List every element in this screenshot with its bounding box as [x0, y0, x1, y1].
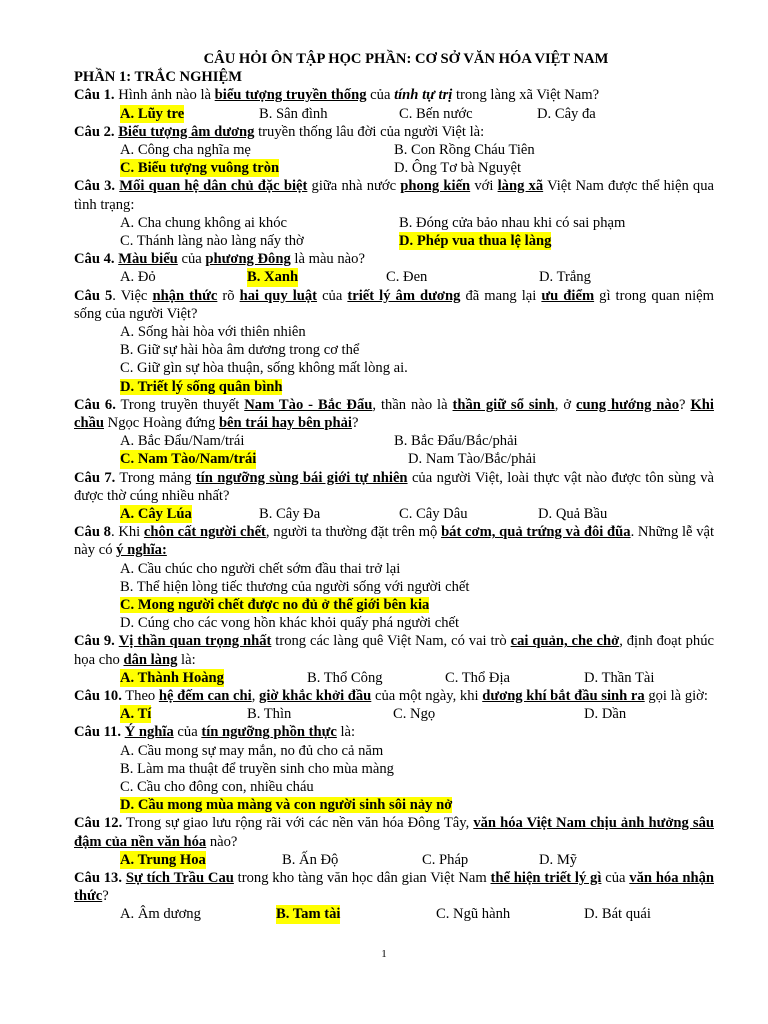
options-q3 [120, 214, 714, 232]
question-text: gọi là giờ: [644, 687, 708, 704]
answer-option: A. Trung Hoa [120, 851, 206, 868]
question-text: Trong sự giao lưu rộng rãi với các nền văn hóa Đông Tây, [122, 815, 474, 832]
question-8 [74, 523, 714, 559]
question-text: , ở [554, 396, 577, 413]
answer-option: A. Lũy tre [120, 105, 185, 122]
keyword: thần giữ sổ sinh [452, 396, 555, 413]
question-number: Câu 8 [74, 524, 111, 541]
option: A. Cầu chúc cho người chết sớm đầu thai trở lại [120, 560, 401, 577]
option: B. Thìn [247, 706, 292, 723]
options-q9 [120, 669, 714, 687]
question-text: Ngọc Hoàng đứng [104, 414, 219, 431]
question-text: Trong mảng [115, 469, 196, 486]
question-13 [74, 869, 714, 905]
options-q6-row2 [120, 450, 714, 468]
keyword: tính tự trị [394, 87, 453, 104]
option: C. Pháp [422, 851, 469, 868]
answer-option: D. Cầu mong mùa màng và con người sinh sôi nảy nở [120, 797, 453, 814]
question-text: rõ [217, 287, 240, 304]
question-text: của [317, 287, 348, 304]
keyword: Biểu tượng âm dương [118, 123, 255, 140]
question-number: Câu 4. [74, 251, 115, 268]
keyword: nhận thức [152, 287, 218, 304]
question-text: gì trong quan niệm sống của người Việt? [74, 287, 714, 322]
keyword: Ý nghĩa [124, 724, 174, 741]
question-4 [74, 250, 714, 268]
option: D. Ông Tơ bà Nguyệt [394, 160, 522, 177]
option: B. Con Rồng Cháu Tiên [394, 142, 535, 158]
keyword: dân làng [123, 651, 178, 668]
question-5 [74, 287, 714, 323]
options-q10 [120, 705, 714, 723]
question-text: Trong truyền thuyết [115, 396, 245, 413]
question-text: là màu nào? [290, 251, 365, 268]
question-text: ? [351, 414, 359, 431]
question-text: của [601, 869, 630, 886]
question-1 [74, 86, 714, 104]
question-text: truyền thống lâu đời của người Việt là: [254, 123, 485, 140]
option: D. Bát quái [584, 906, 651, 923]
question-6 [74, 396, 714, 432]
question-text: nào? [206, 833, 238, 850]
keyword: tín ngưỡng phồn thực [201, 724, 337, 741]
question-text: của [177, 251, 206, 268]
option: B. Bắc Đẩu/Bắc/phải [394, 433, 518, 450]
keyword: văn hóa nhận thức [74, 869, 714, 905]
options-q12 [120, 851, 714, 869]
options-q3-row2 [120, 232, 714, 250]
option: C. Đen [386, 269, 428, 286]
keyword: làng xã [497, 178, 544, 195]
keyword: ưu điểm [541, 287, 595, 304]
question-text: với [470, 178, 498, 195]
option: B. Giữ sự hài hòa âm dương trong cơ thể [120, 342, 360, 359]
question-number: Câu 6. [74, 396, 116, 413]
option: A. Cha chung không ai khóc [120, 214, 287, 231]
part-heading: PHẦN 1: TRẮC NGHIỆM [74, 69, 242, 86]
option: B. Làm ma thuật để truyền sinh cho mùa màng [120, 760, 394, 777]
options-q7 [120, 505, 714, 523]
question-number: Câu 5 [74, 287, 113, 304]
question-text: , người ta thường đặt trên mộ [265, 524, 442, 541]
question-text: của một ngày, khi [371, 687, 483, 704]
option: C. Thổ Địa [445, 669, 510, 686]
option-row [120, 796, 714, 814]
question-number: Câu 13. [74, 869, 123, 886]
options-q6 [120, 432, 714, 450]
question-number: Câu 12. [74, 815, 123, 832]
keyword: cai quản, che chở [510, 633, 620, 650]
answer-option: D. Triết lý sống quân bình [120, 378, 283, 395]
question-12 [74, 814, 714, 850]
keyword: biểu tượng truyền thống [214, 87, 367, 104]
question-text: ? [679, 396, 691, 413]
question-text: của [366, 87, 395, 104]
option: C. Ngọ [393, 706, 436, 723]
option: B. Cây Đa [259, 505, 321, 522]
question-text: , thần nào là [372, 396, 453, 413]
option: D. Trắng [539, 269, 591, 286]
answer-option: C. Biểu tượng vuông tròn [120, 160, 280, 177]
answer-option: A. Thành Hoàng [120, 669, 224, 686]
keyword: triết lý âm dương [347, 287, 461, 304]
option: B. Thổ Công [307, 669, 383, 686]
answer-option: A. Cây Lúa [120, 505, 192, 522]
answer-option: D. Phép vua thua lệ làng [399, 232, 552, 249]
question-text: trong các làng quê Việt Nam, có vai trò [271, 633, 511, 650]
keyword: cung hướng nào [576, 396, 680, 413]
options-q2-row2 [120, 159, 714, 177]
answer-option: A. Tí [120, 706, 152, 723]
keyword: giờ khắc khởi đầu [259, 687, 372, 704]
keyword: Sự tích Trầu Cau [125, 869, 234, 886]
question-text: trong kho tàng văn học dân gian Việt Nam [233, 869, 491, 886]
option: D. Cúng cho các vong hồn khác khỏi quấy phá người chết [120, 615, 460, 632]
question-text: Hình ảnh nào là [114, 87, 215, 104]
question-text: Theo [121, 687, 159, 704]
question-text: , định đoạt phúc họa cho [74, 633, 714, 668]
keyword: Vị thần quan trọng nhất [118, 633, 272, 650]
keyword: văn hóa Việt Nam chịu ảnh hưởng sâu đậm của nền văn hóa [74, 815, 714, 850]
question-text: trong làng xã Việt Nam? [452, 87, 600, 104]
question-9 [74, 632, 714, 668]
keyword: Nam Tào - Bắc Đẩu [244, 396, 373, 413]
question-11 [74, 723, 714, 741]
question-number: Câu 9. [74, 633, 115, 650]
question-2 [74, 123, 714, 141]
option: B. Sân đình [259, 105, 328, 122]
keyword: phong kiến [400, 178, 471, 195]
question-text: của [173, 724, 202, 741]
keyword: chôn cất người chết [143, 524, 266, 541]
page-number: 1 [381, 948, 387, 960]
question-number: Câu 7. [74, 469, 116, 486]
question-text: là: [336, 724, 356, 741]
option: A. Sống hài hòa với thiên nhiên [120, 323, 306, 340]
answer-option: B. Xanh [247, 269, 299, 286]
keyword: hệ đếm can chi [158, 687, 252, 704]
question-text: là: [177, 651, 196, 668]
option: D. Dần [584, 706, 627, 723]
keyword: phương Đông [205, 251, 291, 268]
keyword: ý nghĩa: [116, 542, 167, 559]
option: B. Ấn Độ [282, 851, 339, 868]
keyword: thể hiện triết lý gì [490, 869, 602, 886]
keyword: Mối quan hệ dân chủ đặc biệt [119, 178, 308, 195]
question-number: Câu 3. [74, 178, 116, 195]
option: D. Cây đa [537, 105, 596, 122]
options-q4 [120, 268, 714, 286]
option: C. Thánh làng nào làng nấy thờ [120, 232, 304, 249]
document-page [74, 50, 714, 924]
options-q1 [120, 105, 714, 123]
options-q2 [120, 141, 714, 159]
question-text: ? [102, 888, 109, 905]
option: D. Quả Bầu [538, 505, 608, 522]
keyword: bên trái hay bên phải [218, 414, 352, 431]
document-title: CÂU HỎI ÔN TẬP HỌC PHẦN: CƠ SỞ VĂN HÓA VIỆT NAM [203, 51, 609, 67]
keyword: dương khí bắt đầu sinh ra [482, 687, 645, 704]
keyword: Khi chầu [74, 396, 714, 431]
option: B. Đóng cửa bảo nhau khi có sai phạm [399, 214, 626, 231]
keyword: hai quy luật [239, 287, 318, 304]
question-number: Câu 11. [74, 724, 122, 741]
question-text: Việt Nam được thể hiện qua tình trạng: [74, 178, 715, 213]
option: D. Thần Tài [584, 669, 655, 686]
option: A. Cầu mong sự may mắn, no đủ cho cả năm [120, 742, 384, 759]
option: A. Công cha nghĩa mẹ [120, 142, 251, 158]
option-row [120, 596, 714, 614]
option: C. Giữ gìn sự hòa thuận, sống không mất lòng ai. [120, 360, 408, 377]
option: C. Cầu cho đông con, nhiều cháu [120, 778, 314, 795]
option-row [120, 378, 714, 396]
question-10 [74, 687, 714, 705]
option: C. Ngũ hành [436, 906, 511, 923]
option: A. Đỏ [120, 269, 156, 286]
question-text: , [251, 687, 260, 704]
question-number: Câu 1. [74, 87, 115, 104]
option: D. Mỹ [539, 851, 578, 868]
question-text: . Việc [112, 287, 153, 304]
keyword: Màu biểu [118, 251, 178, 268]
question-text: của người Việt, loài thực vật nào được tôn sùng và được thờ cúng nhiều nhất? [74, 469, 715, 504]
keyword: bát cơm, quả trứng và đôi đũa [441, 524, 631, 541]
question-number: Câu 2. [74, 123, 115, 140]
option: B. Thể hiện lòng tiếc thương của người sống với người chết [120, 578, 470, 595]
question-number: Câu 10. [74, 687, 122, 704]
options-q13 [120, 905, 714, 923]
answer-option: C. Mong người chết được no đủ ở thế giới bên kia [120, 596, 430, 613]
option: A. Bắc Đẩu/Nam/trái [120, 433, 245, 450]
option: C. Cây Dâu [399, 505, 468, 522]
answer-option: B. Tam tài [276, 906, 341, 923]
option: C. Bến nước [399, 105, 473, 122]
answer-option: C. Nam Tào/Nam/trái [120, 451, 257, 468]
question-7 [74, 469, 714, 505]
option: D. Nam Tào/Bắc/phải [408, 451, 537, 468]
question-text: . Khi [110, 524, 144, 541]
question-text: . Những lễ vật này có [74, 524, 715, 559]
question-3 [74, 177, 714, 213]
question-text: giữa nhà nước [307, 178, 401, 195]
keyword: tín ngưỡng sùng bái giới tự nhiên [195, 469, 408, 486]
option: A. Âm dương [120, 906, 201, 923]
question-text: đã mang lại [460, 287, 542, 304]
